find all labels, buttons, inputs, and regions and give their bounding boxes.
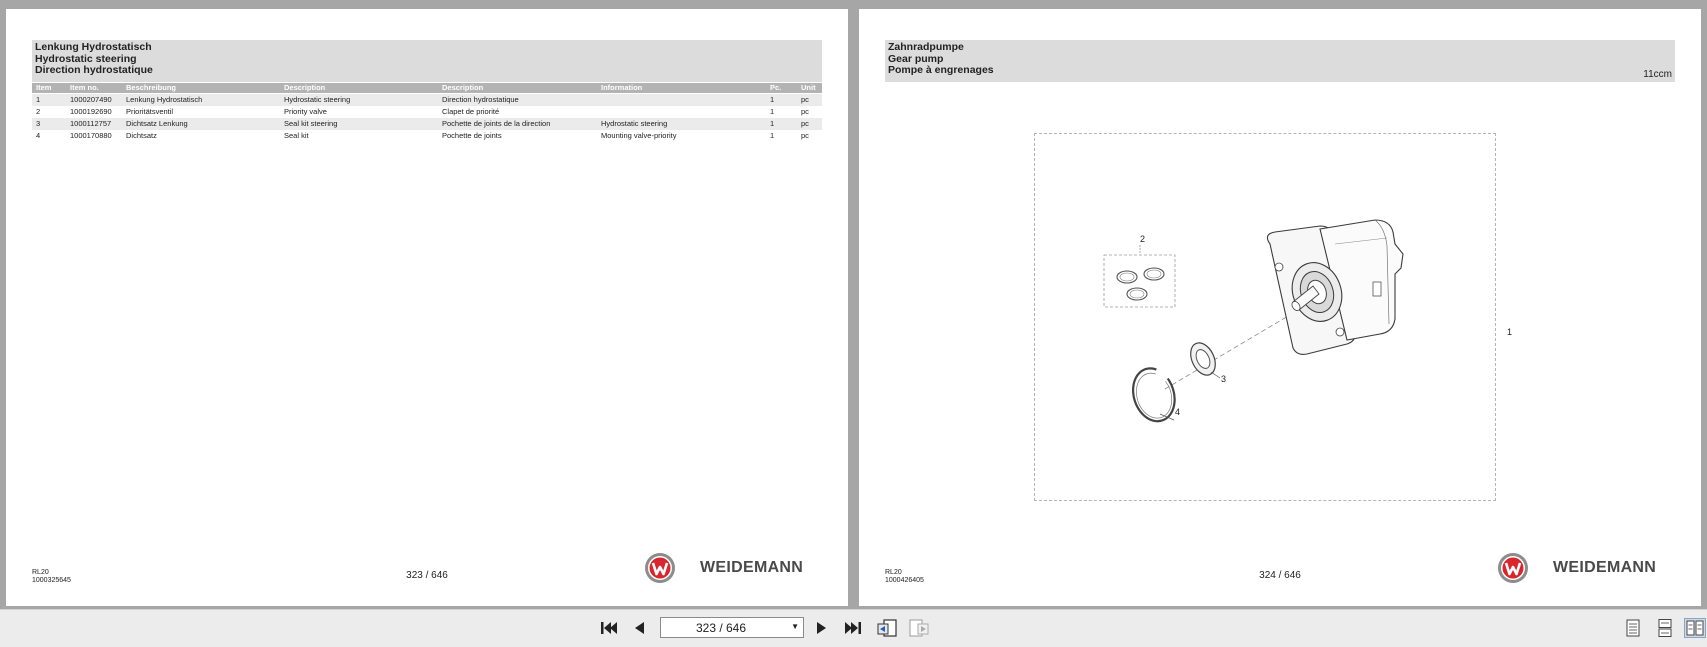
- cell-item: 2: [36, 107, 41, 116]
- title-en: Hydrostatic steering: [35, 53, 137, 65]
- page-selector[interactable]: [660, 617, 804, 638]
- cell-item-no: 1000207490: [70, 95, 112, 104]
- cell-item: 1: [36, 95, 41, 104]
- col-description-fr: Description: [442, 83, 484, 92]
- first-page-button[interactable]: [598, 618, 620, 638]
- title-de: Zahnradpumpe: [888, 41, 964, 53]
- table-header: [32, 83, 822, 93]
- cell-beschreibung: Prioritätsventil: [126, 107, 174, 116]
- cell-information: Hydrostatic steering: [601, 119, 668, 128]
- col-item-no: Item no.: [70, 83, 99, 92]
- cell-description-fr: Direction hydrostatique: [442, 95, 519, 104]
- table-row: [32, 106, 822, 118]
- model-name: RL20: [885, 569, 902, 576]
- prev-page-icon: [632, 620, 646, 636]
- doc-number: 1000325645: [32, 577, 71, 584]
- cell-item-no: 1000192690: [70, 107, 112, 116]
- next-page-button[interactable]: [812, 618, 832, 638]
- prev-page-button[interactable]: [629, 618, 649, 638]
- viewer-toolbar: [0, 609, 1707, 647]
- single-page-view-button[interactable]: [1622, 618, 1644, 638]
- cell-pc: 1: [770, 95, 775, 104]
- cell-item: 3: [36, 119, 41, 128]
- cell-beschreibung: Dichtsatz Lenkung: [126, 119, 188, 128]
- col-information: Information: [601, 83, 643, 92]
- first-page-icon: [600, 620, 618, 636]
- cell-description-fr: Pochette de joints de la direction: [442, 119, 551, 128]
- back-view-icon: [876, 618, 898, 638]
- cell-description-fr: Clapet de priorité: [442, 107, 500, 116]
- cell-item: 4: [36, 131, 41, 140]
- title-de: Lenkung Hydrostatisch: [35, 41, 152, 53]
- doc-number: 1000426405: [885, 577, 924, 584]
- parts-list-header: [32, 40, 822, 82]
- cell-description-en: Seal kit: [284, 131, 309, 140]
- exploded-view-drawing: [1034, 133, 1496, 501]
- chevron-down-icon[interactable]: ▼: [791, 622, 799, 631]
- model-name: RL20: [32, 569, 49, 576]
- callout-2: 2: [1140, 234, 1146, 244]
- weidemann-logo-icon: [1497, 552, 1529, 584]
- cell-description-fr: Pochette de joints: [442, 131, 502, 140]
- page-number: 323 / 646: [406, 570, 448, 581]
- table-row: [32, 118, 822, 130]
- back-view-button[interactable]: [875, 618, 899, 638]
- col-unit: Unit: [801, 83, 816, 92]
- single-page-icon: [1625, 619, 1641, 637]
- forward-view-icon: [908, 618, 930, 638]
- forward-view-button[interactable]: [907, 618, 931, 638]
- cell-beschreibung: Lenkung Hydrostatisch: [126, 95, 203, 104]
- col-item: Item: [36, 83, 52, 92]
- cell-unit: pc: [801, 95, 809, 104]
- right-page: [859, 9, 1701, 606]
- col-beschreibung: Beschreibung: [126, 83, 177, 92]
- table-row: [32, 130, 822, 142]
- title-en: Gear pump: [888, 53, 944, 65]
- col-description-en: Description: [284, 83, 326, 92]
- title-fr: Direction hydrostatique: [35, 64, 153, 76]
- cell-description-en: Seal kit steering: [284, 119, 338, 128]
- brand-name: WEIDEMANN: [700, 559, 804, 576]
- callout-1: 1: [1507, 327, 1513, 337]
- col-pc: Pc.: [770, 83, 782, 92]
- last-page-icon: [844, 620, 862, 636]
- cell-pc: 1: [770, 131, 775, 140]
- page-number: 324 / 646: [1259, 570, 1301, 581]
- cell-description-en: Priority valve: [284, 107, 327, 116]
- drawing-header: [885, 40, 1675, 82]
- two-page-view-button[interactable]: [1684, 618, 1706, 638]
- continuous-view-button[interactable]: [1654, 618, 1676, 638]
- cell-description-en: Hydrostatic steering: [284, 95, 351, 104]
- left-page: [6, 9, 848, 606]
- weidemann-logo-icon: [644, 552, 676, 584]
- cell-beschreibung: Dichtsatz: [126, 131, 157, 140]
- cell-information: Mounting valve-priority: [601, 131, 677, 140]
- cell-pc: 1: [770, 107, 775, 116]
- next-page-icon: [815, 620, 829, 636]
- callout-4: 4: [1175, 407, 1181, 417]
- cell-unit: pc: [801, 119, 809, 128]
- last-page-button[interactable]: [842, 618, 864, 638]
- page-selector-value: 323 / 646: [695, 621, 747, 635]
- cell-item-no: 1000170880: [70, 131, 112, 140]
- pump-capacity: 11ccm: [1643, 69, 1672, 80]
- callout-3: 3: [1221, 374, 1227, 384]
- table-row: [32, 94, 822, 106]
- brand-name: WEIDEMANN: [1553, 559, 1657, 576]
- cell-unit: pc: [801, 107, 809, 116]
- gear-pump-illustration: [1035, 134, 1497, 502]
- continuous-icon: [1657, 619, 1673, 637]
- cell-unit: pc: [801, 131, 809, 140]
- title-fr: Pompe à engrenages: [888, 64, 994, 76]
- cell-item-no: 1000112757: [70, 119, 112, 128]
- two-page-icon: [1686, 620, 1704, 636]
- cell-pc: 1: [770, 119, 775, 128]
